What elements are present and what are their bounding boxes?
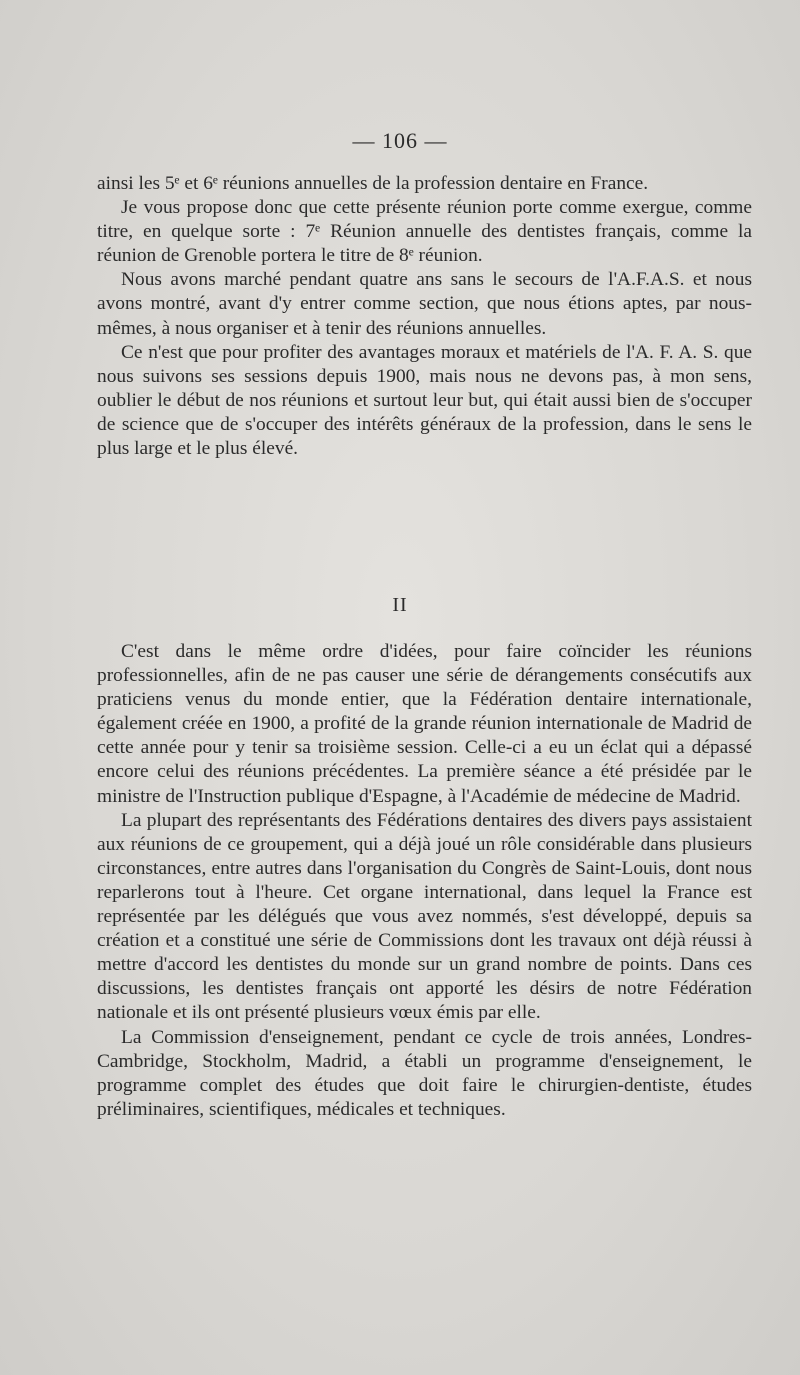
paragraph: Nous avons marché pendant quatre ans sans le secours de l'A.F.A.S. et nous avons montré, avant d'y entrer comme section, que nous étions aptes, par nous-mêmes, à nous organiser et à tenir des réunions annuelles. [97,269,752,339]
paragraph: La Commission d'enseignement, pendant ce cycle de trois années, Londres-Cambridge, Stockholm, Madrid, a établi un programme d'enseignement, le programme complet des études que doit faire le chirurgien-dentiste, études préliminaires, scientifiques, médicales et techniques. [97,1026,752,1120]
paragraph: La plupart des représentants des Fédérations dentaires des divers pays assistaient aux réunions de ce groupement, qui a déjà joué un rôle considérable dans plusieurs circonstances, entre autres dans l'organisation du Congrès de Saint-Louis, dont nous reparlerons tout à l'heure. Cet organe international, dans lequel la France est représentée par les délégués que vous avez nommés, s'est développé, depuis sa création et a constitué une série de Commissions dont les travaux ont déjà réussi à mettre d'accord les dentistes du monde sur un grand nombre de points. Dans ces discussions, les dentistes français ont apporté les désirs de notre Fédération nationale et ils ont présenté plusieurs vœux émis par elle. [97,809,752,1024]
page-number: — 106 — [352,128,448,153]
paragraph: ainsi les 5ᵉ et 6ᵉ réunions annuelles de la profession dentaire en France. [97,173,649,194]
paragraph: Ce n'est que pour profiter des avantages moraux et matériels de l'A. F. A. S. que nous suivons ses sessions depuis 1900, mais nous ne devons pas, à mon sens, oublier le début de nos réunions et surtout leur but, qui était aussi bien de s'occuper de science que de s'occuper des intérêts généraux de la profession, dans le sens le plus large et le plus élevé. [97,341,752,460]
paragraph: Je vous propose donc que cette présente réunion porte comme exergue, comme titre, en quelque sorte : 7ᵉ Réunion annuelle des dentistes français, comme la réunion de Grenoble portera le titre de 8ᵉ réunion. [97,197,752,267]
section-1-text [97,172,752,461]
section-heading: II [392,594,408,616]
section-2-text [97,640,752,1122]
paragraph: C'est dans le même ordre d'idées, pour faire coïncider les réunions professionnelles, afin de ne pas causer une série de dérangements consécutifs aux praticiens venus du monde entier, que la Fédération dentaire internationale, également créée en 1900, a profité de la grande réunion internationale de Madrid de cette année pour y tenir sa troisième session. Celle-ci a eu un éclat qui a dépassé encore celui des réunions précédentes. La première séance a été présidée par le ministre de l'Instruction publique d'Espagne, à l'Académie de médecine de Madrid. [97,641,752,807]
